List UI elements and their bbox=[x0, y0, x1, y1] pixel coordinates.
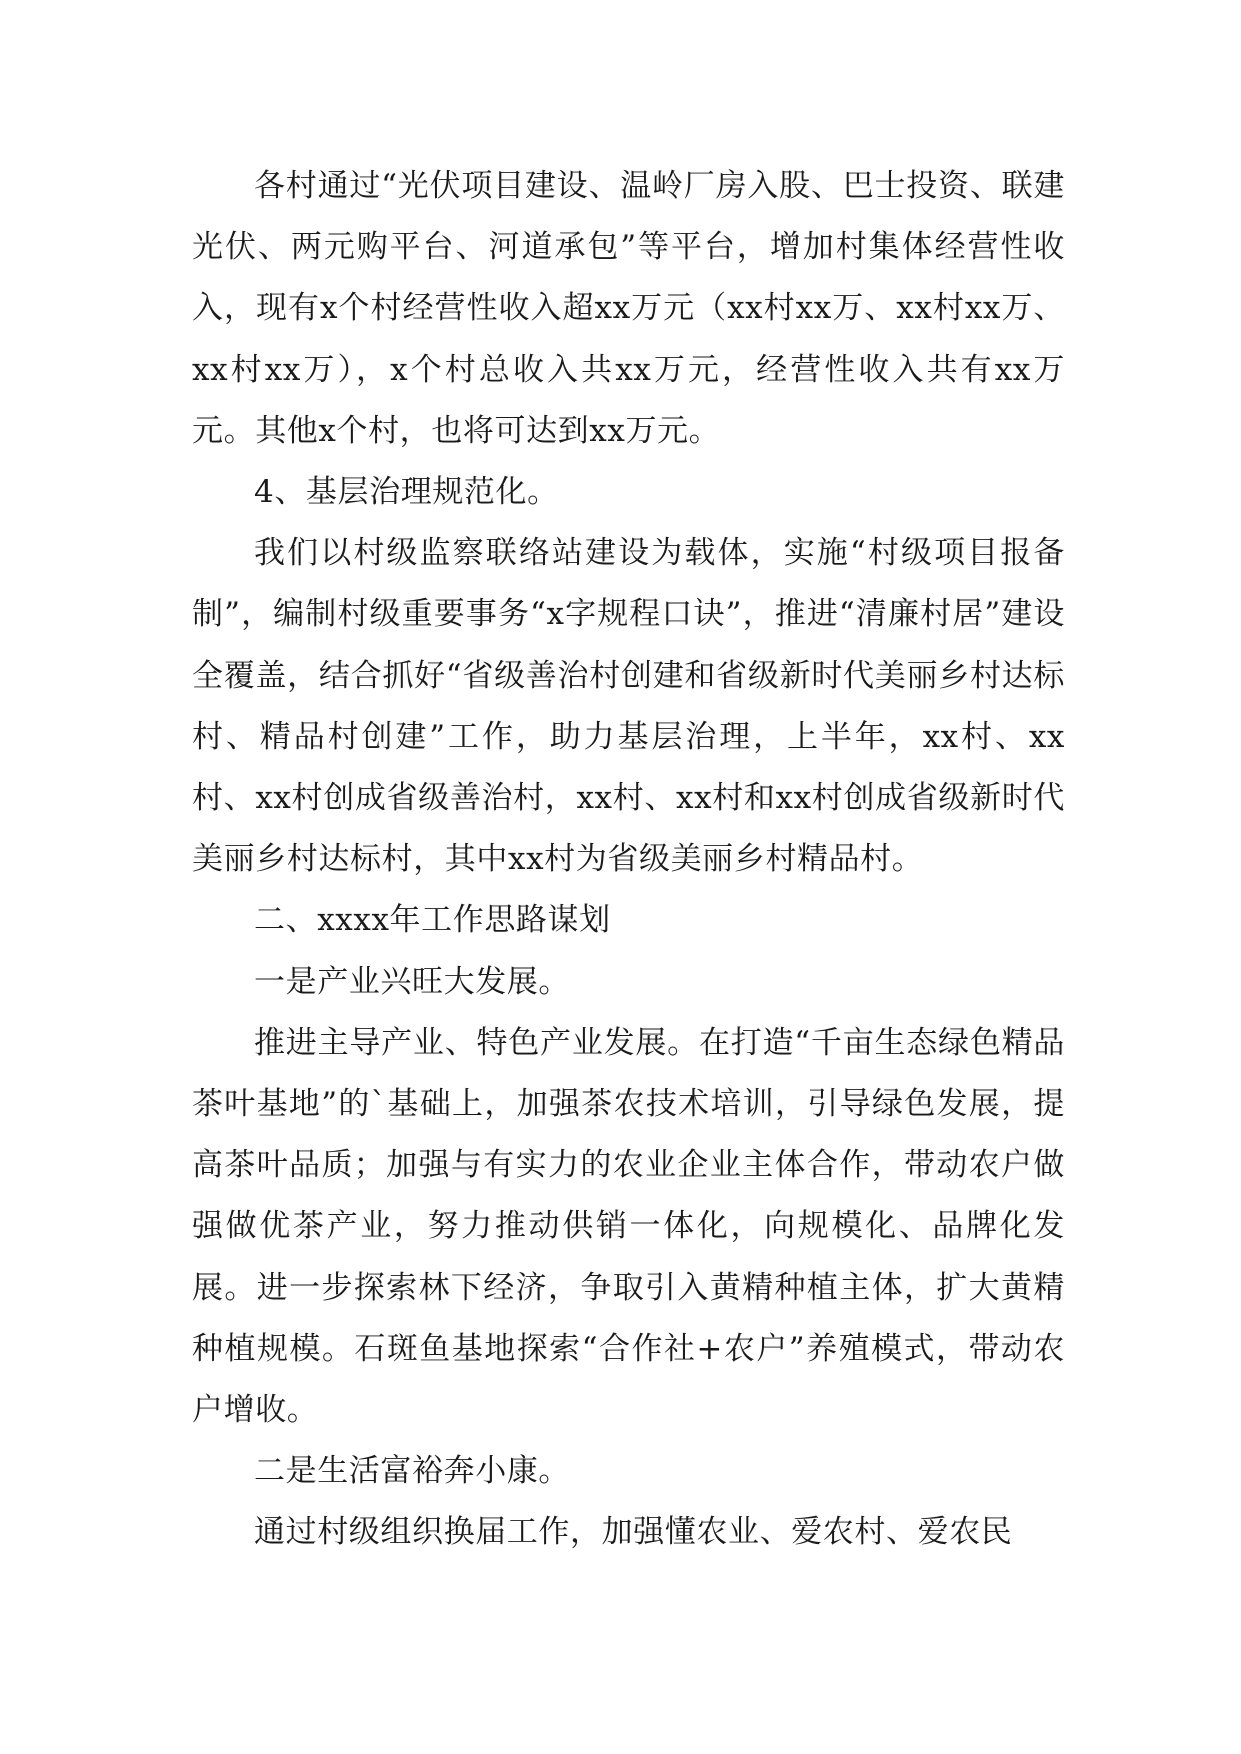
paragraph-collective-income: 各村通过“光伏项目建设、温岭厂房入股、巴士投资、联建光伏、两元购平台、河道承包”等平台，增加村集体经营性收入，现有x个村经营性收入超xx万元（xx村xx万、xx村xx万、xx村xx万），x个村总收入共xx万元，经营性收入共有xx万元。其他x个村，也将可达到xx万元。 bbox=[192, 168, 1065, 449]
paragraph-governance-details: 我们以村级监察联络站建设为载体，实施“村级项目报备制”，编制村级重要事务“x字规程口诀”，推进“清廉村居”建设全覆盖，结合抓好“省级善治村创建和省级新时代美丽乡村达标村、精品村创建”工作，助力基层治理，上半年，xx村、xx村、xx村创成省级善治村，xx村、xx村和xx村创成省级新时代美丽乡村达标村，其中xx村为省级美丽乡村精品村。 bbox=[192, 535, 1065, 878]
paragraph-industry-development: 推进主导产业、特色产业发展。在打造“千亩生态绿色精品茶叶基地”的`基础上，加强茶农技术培训，引导绿色发展，提高茶叶品质；加强与有实力的农业企业主体合作，带动农户做强做优茶产业，努力推动供销一体化，向规模化、品牌化发展。进一步探索林下经济，争取引入黄精种植主体，扩大黄精种植规模。石斑鱼基地探索“合作社+农户”养殖模式，带动农户增收。 bbox=[192, 1024, 1065, 1429]
paragraph-village-election: 通过村级组织换届工作，加强懂农业、爱农村、爱农民 bbox=[254, 1514, 1013, 1551]
heading-work-plan: 二、xxxx年工作思路谋划 bbox=[254, 902, 611, 939]
heading-industry-prosperity: 一是产业兴旺大发展。 bbox=[254, 963, 570, 1000]
document-body bbox=[192, 156, 1065, 1564]
heading-grassroots-governance: 4、基层治理规范化。 bbox=[254, 474, 559, 511]
heading-affluent-life: 二是生活富裕奔小康。 bbox=[254, 1453, 570, 1490]
